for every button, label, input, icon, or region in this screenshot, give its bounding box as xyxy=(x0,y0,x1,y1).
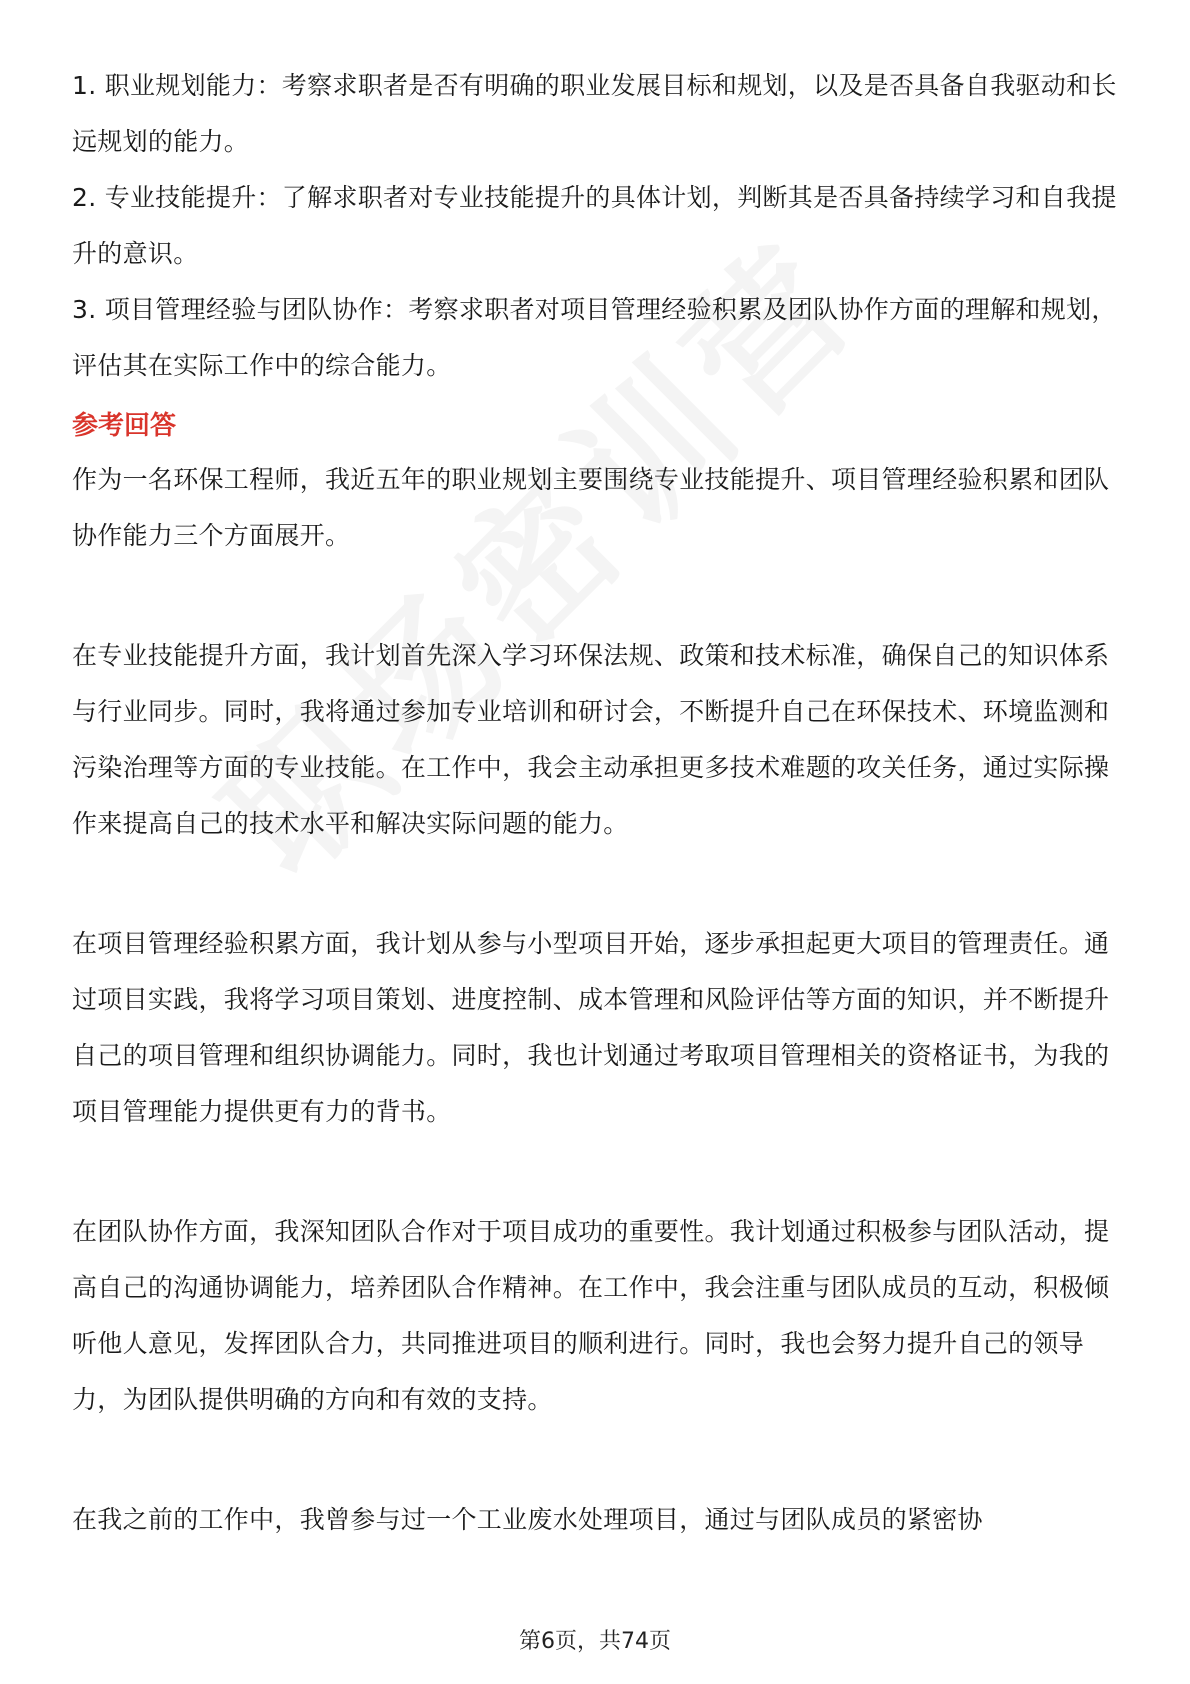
evaluation-point: 2. 专业技能提升：了解求职者对专业技能提升的具体计划，判断其是否具备持续学习和自我提升的意识。 xyxy=(72,183,1117,268)
evaluation-point: 1. 职业规划能力：考察求职者是否有明确的职业发展目标和规划，以及是否具备自我驱动和长远规划的能力。 xyxy=(72,71,1117,156)
answer-paragraph: 在专业技能提升方面，我计划首先深入学习环保法规、政策和技术标准，确保自己的知识体系与行业同步。同时，我将通过参加专业培训和研讨会，不断提升自己在环保技术、环境监测和污染治理等方面的专业技能。在工作中，我会主动承担更多技术难题的攻关任务，通过实际操作来提高自己的技术水平和解决实际问题的能力。 xyxy=(72,641,1110,838)
answer-paragraph: 作为一名环保工程师，我近五年的职业规划主要围绕专业技能提升、项目管理经验积累和团队协作能力三个方面展开。 xyxy=(72,465,1110,550)
page-number: 第6页，共74页 xyxy=(519,1629,671,1654)
document-body xyxy=(72,58,1122,1548)
answer-heading: 参考回答 xyxy=(72,411,177,441)
answer-paragraph: 在项目管理经验积累方面，我计划从参与小型项目开始，逐步承担起更大项目的管理责任。通过项目实践，我将学习项目策划、进度控制、成本管理和风险评估等方面的知识，并不断提升自己的项目管理和组织协调能力。同时，我也计划通过考取项目管理相关的资格证书，为我的项目管理能力提供更有力的背书。 xyxy=(72,929,1110,1126)
answer-paragraph: 在我之前的工作中，我曾参与过一个工业废水处理项目，通过与团队成员的紧密协 xyxy=(72,1505,983,1534)
answer-paragraph: 在团队协作方面，我深知团队合作对于项目成功的重要性。我计划通过积极参与团队活动，提高自己的沟通协调能力，培养团队合作精神。在工作中，我会注重与团队成员的互动，积极倾听他人意见，发挥团队合力，共同推进项目的顺利进行。同时，我也会努力提升自己的领导力，为团队提供明确的方向和有效的支持。 xyxy=(72,1217,1110,1414)
evaluation-point: 3. 项目管理经验与团队协作：考察求职者对项目管理经验积累及团队协作方面的理解和规划，评估其在实际工作中的综合能力。 xyxy=(72,295,1117,380)
